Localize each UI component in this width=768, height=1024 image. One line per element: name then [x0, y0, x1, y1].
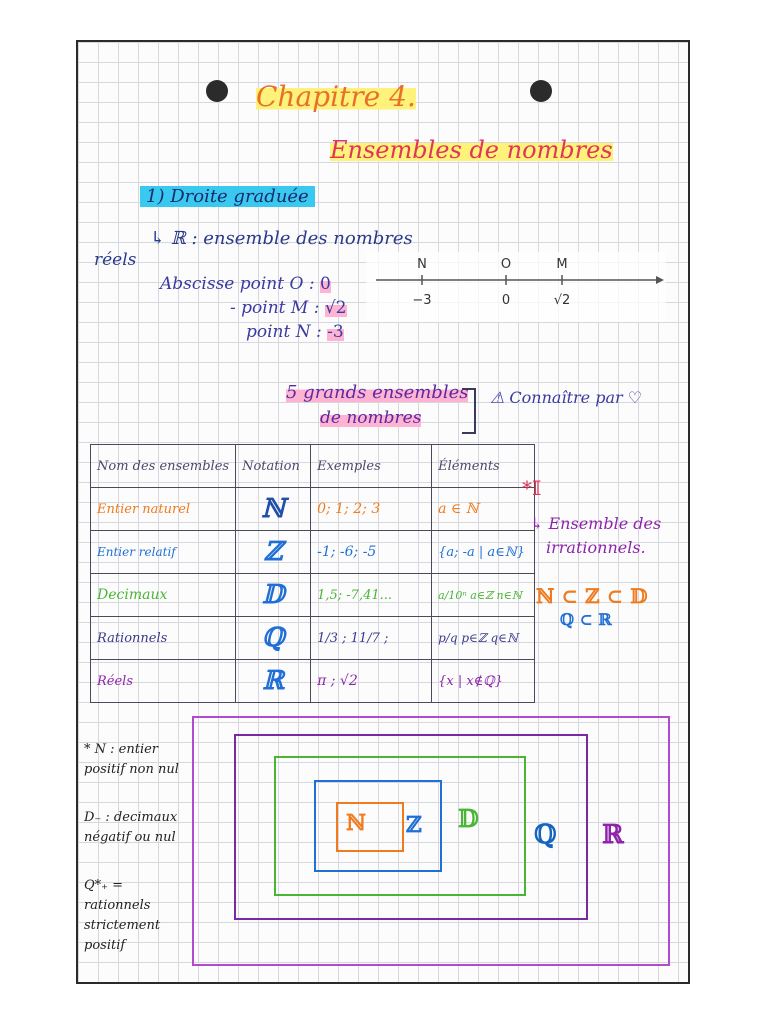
- footnote-q-star-plus: Q*₊ = rationnels strictement positif: [84, 878, 161, 953]
- binder-hole-right: [530, 80, 552, 102]
- row-examples: π ; √2: [311, 660, 432, 703]
- row-examples: 0; 1; 2; 3: [311, 488, 432, 531]
- row-notation: ℕ: [236, 488, 311, 531]
- row-elements: p/q p∈ℤ q∈ℕ: [432, 617, 535, 660]
- row-notation: ℝ: [236, 660, 311, 703]
- definition-reals: ↳ ℝ : ensemble des nombres: [150, 228, 413, 249]
- venn-label-z: ℤ: [406, 812, 423, 838]
- venn-label-n: ℕ: [346, 810, 367, 836]
- section-heading-sets-cont: de nombres: [320, 408, 422, 428]
- number-sets-table: [90, 444, 535, 703]
- table-row: [91, 574, 535, 617]
- bracket: [462, 388, 476, 434]
- chapter-title: Chapitre 4.: [256, 80, 416, 113]
- abscissa-m: - point M : √2: [230, 298, 347, 318]
- row-notation: 𝔻: [236, 574, 311, 617]
- header-elements: Éléments: [432, 445, 535, 488]
- inclusion-chain: ℕ ⊂ ℤ ⊂ 𝔻: [536, 584, 648, 608]
- point-name-n: N: [417, 257, 427, 272]
- row-notation: ℤ: [236, 531, 311, 574]
- header-examples: Exemples: [311, 445, 432, 488]
- row-notation: ℚ: [236, 617, 311, 660]
- row-elements: {x | x∉ℚ}: [432, 660, 535, 703]
- number-line: [366, 252, 666, 322]
- irrational-symbol: *𝕀: [522, 476, 542, 500]
- venn-label-q: ℚ: [534, 820, 557, 850]
- abscissa-n: point N : -3: [246, 322, 344, 342]
- section-heading-number-line: 1) Droite graduée: [140, 186, 315, 207]
- binder-hole-left: [206, 80, 228, 102]
- table-header-row: [91, 445, 535, 488]
- irrational-text-cont: irrationnels.: [546, 538, 646, 557]
- row-name: Decimaux: [91, 574, 236, 617]
- table-row: [91, 660, 535, 703]
- point-value-m: √2: [553, 293, 571, 308]
- table-row: [91, 531, 535, 574]
- row-elements: {a; -a | a∈ℕ}: [432, 531, 535, 574]
- chapter-subtitle: Ensembles de nombres: [330, 136, 613, 164]
- footnote-n-star: * N : entier positif non nul: [84, 742, 179, 777]
- abscissa-o: Abscisse point O : 0: [160, 274, 331, 294]
- row-name: Entier naturel: [91, 488, 236, 531]
- row-examples: 1,5; -7,41...: [311, 574, 432, 617]
- definition-reals-cont: réels: [94, 250, 137, 270]
- inclusion-chain-cont: ℚ ⊂ ℝ: [560, 610, 612, 629]
- row-examples: -1; -6; -5: [311, 531, 432, 574]
- row-elements: a ∈ ℕ: [432, 488, 535, 531]
- point-value-n: −3: [412, 293, 432, 308]
- section-heading-sets: 5 grands ensembles: [286, 382, 469, 403]
- footnote-d-minus: D₋ : decimaux négatif ou nul: [84, 810, 178, 845]
- row-elements: a/10ⁿ a∈ℤ n∈ℕ: [432, 574, 535, 617]
- header-notation: Notation: [236, 445, 311, 488]
- venn-label-d: 𝔻: [458, 804, 479, 833]
- header-name: Nom des ensembles: [91, 445, 236, 488]
- table-row: [91, 488, 535, 531]
- row-name: Réels: [91, 660, 236, 703]
- irrational-text: ↳ Ensemble des: [530, 514, 662, 533]
- row-name: Rationnels: [91, 617, 236, 660]
- venn-label-r: ℝ: [602, 820, 624, 850]
- memorize-note: ⚠ Connaître par ♡: [490, 388, 643, 407]
- point-name-m: M: [556, 257, 568, 272]
- point-value-o: 0: [501, 293, 511, 308]
- row-examples: 1/3 ; 11/7 ;: [311, 617, 432, 660]
- table-row: [91, 617, 535, 660]
- point-name-o: O: [500, 257, 512, 272]
- row-name: Entier relatif: [91, 531, 236, 574]
